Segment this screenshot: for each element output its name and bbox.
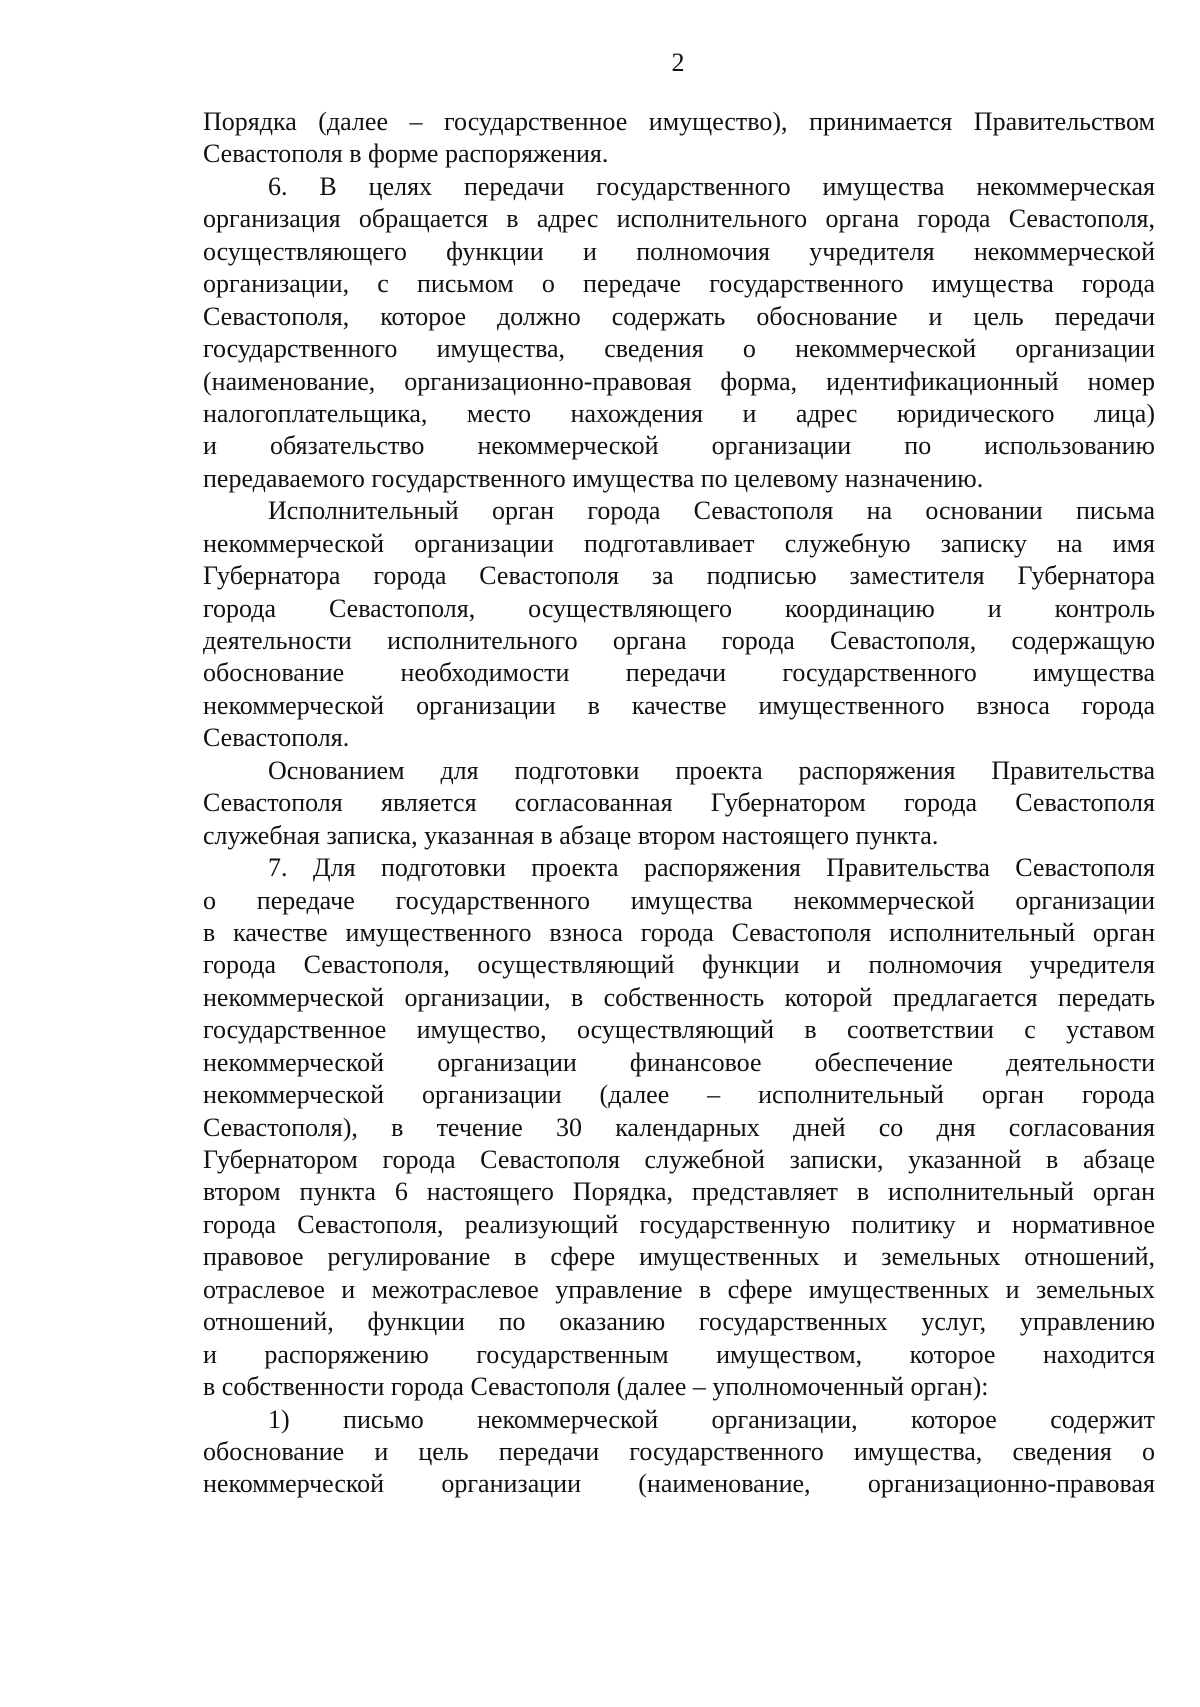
text-line: служебная записка, указанная в абзаце втором настоящего пункта. bbox=[203, 820, 939, 850]
text-line: организация обращается в адрес исполнительного органа города Севастополя, bbox=[203, 204, 1155, 234]
text-line: некоммерческой организации в качестве имущественного взноса города bbox=[203, 690, 1155, 720]
text-line: некоммерческой организации (наименование, организационно-правовая bbox=[203, 1469, 1155, 1499]
text-line: осуществляющего функции и полномочия учредителя некоммерческой bbox=[203, 236, 1155, 266]
paragraph bbox=[203, 171, 1155, 495]
text-line: города Севастополя, осуществляющий функции и полномочия учредителя bbox=[203, 950, 1155, 980]
text-line: 1) письмо некоммерческой организации, которое содержит bbox=[268, 1404, 1155, 1434]
paragraph bbox=[203, 495, 1155, 755]
text-line: обоснование необходимости передачи государственного имущества bbox=[203, 658, 1155, 688]
text-line: Севастополя. bbox=[203, 723, 350, 753]
text-line: государственное имущество, осуществляющий в соответствии с уставом bbox=[203, 1015, 1155, 1045]
text-line: Севастополя в форме распоряжения. bbox=[203, 139, 609, 169]
text-line: (наименование, организационно-правовая форма, идентификационный номер bbox=[203, 366, 1155, 396]
text-line: некоммерческой организации подготавливает служебную записку на имя bbox=[203, 528, 1155, 558]
paragraph bbox=[203, 755, 1155, 852]
text-line: некоммерческой организации (далее – исполнительный орган города bbox=[203, 1080, 1155, 1110]
text-line: Севастополя), в течение 30 календарных дней со дня согласования bbox=[203, 1112, 1155, 1142]
text-line: Основанием для подготовки проекта распоряжения Правительства bbox=[268, 755, 1155, 785]
text-line: обоснование и цель передачи государственного имущества, сведения о bbox=[203, 1436, 1155, 1466]
text-line: правовое регулирование в сфере имущественных и земельных отношений, bbox=[203, 1242, 1155, 1272]
text-line: и обязательство некоммерческой организации по использованию bbox=[203, 431, 1155, 461]
text-line: Севастополя, которое должно содержать обоснование и цель передачи bbox=[203, 301, 1155, 331]
text-line: о передаче государственного имущества некоммерческой организации bbox=[203, 885, 1155, 915]
text-line: передаваемого государственного имущества по целевому назначению. bbox=[203, 463, 984, 493]
text-line: 7. Для подготовки проекта распоряжения Правительства Севастополя bbox=[268, 853, 1155, 883]
text-line: города Севастополя, реализующий государственную политику и нормативное bbox=[203, 1209, 1155, 1239]
paragraph bbox=[203, 852, 1155, 1403]
text-line: Порядка (далее – государственное имущество), принимается Правительством bbox=[203, 107, 1155, 136]
text-line: втором пункта 6 настоящего Порядка, представляет в исполнительный орган bbox=[203, 1177, 1155, 1207]
page-number: 2 bbox=[671, 48, 685, 77]
text-line: отношений, функции по оказанию государственных услуг, управлению bbox=[203, 1307, 1155, 1337]
document-body bbox=[203, 106, 1155, 1501]
text-line: Севастополя является согласованная Губернатором города Севастополя bbox=[203, 788, 1155, 818]
text-line: в собственности города Севастополя (далее – уполномоченный орган): bbox=[203, 1372, 989, 1402]
text-line: 6. В целях передачи государственного имущества некоммерческая bbox=[268, 171, 1155, 201]
text-line: некоммерческой организации финансовое обеспечение деятельности bbox=[203, 1047, 1155, 1077]
paragraph bbox=[203, 1404, 1155, 1501]
text-line: некоммерческой организации, в собственность которой предлагается передать bbox=[203, 982, 1155, 1012]
text-line: Губернатором города Севастополя служебной записки, указанной в абзаце bbox=[203, 1145, 1155, 1174]
text-line: деятельности исполнительного органа города Севастополя, содержащую bbox=[203, 626, 1155, 655]
text-line: отраслевое и межотраслевое управление в сфере имущественных и земельных bbox=[203, 1274, 1155, 1304]
text-line: государственного имущества, сведения о некоммерческой организации bbox=[203, 334, 1155, 364]
text-line: в качестве имущественного взноса города Севастополя исполнительный орган bbox=[203, 917, 1155, 947]
paragraph bbox=[203, 106, 1155, 171]
text-line: города Севастополя, осуществляющего координацию и контроль bbox=[203, 593, 1155, 623]
text-line: организации, с письмом о передаче государственного имущества города bbox=[203, 269, 1155, 299]
text-line: Исполнительный орган города Севастополя на основании письма bbox=[268, 496, 1155, 526]
text-line: и распоряжению государственным имуществом, которое находится bbox=[203, 1339, 1155, 1369]
text-line: налогоплательщика, место нахождения и адрес юридического лица) bbox=[203, 398, 1155, 428]
text-line: Губернатора города Севастополя за подписью заместителя Губернатора bbox=[203, 561, 1155, 591]
